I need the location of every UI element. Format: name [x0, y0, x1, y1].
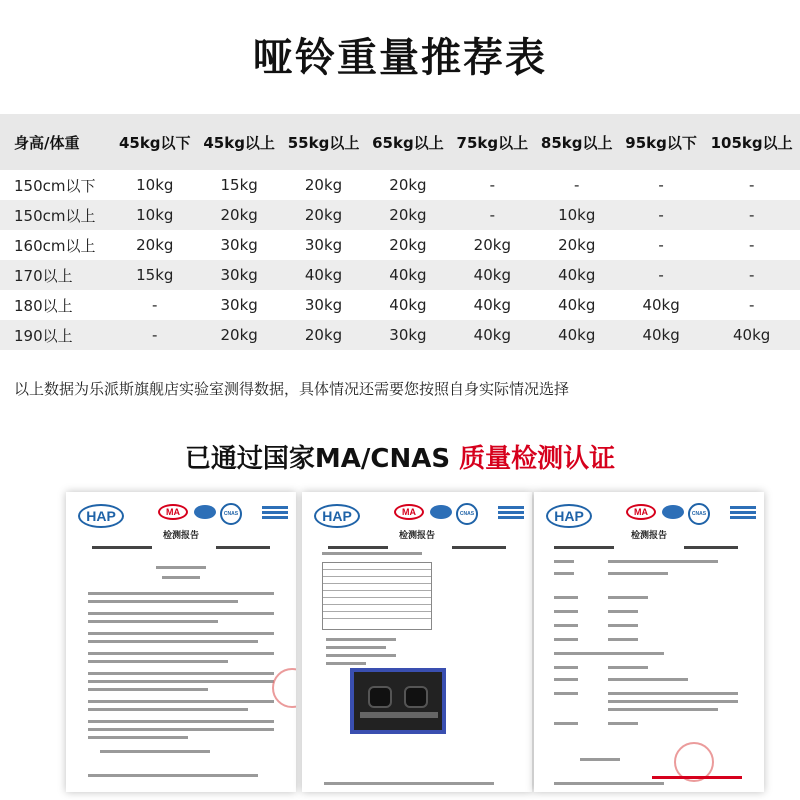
- test-report-document-results: [302, 492, 532, 792]
- table-cell: 15kg: [113, 260, 197, 290]
- table-cell: 20kg: [197, 200, 281, 230]
- header-cell: 75kg以上: [450, 114, 534, 170]
- header-cell: 85kg以上: [535, 114, 619, 170]
- table-cell: 40kg: [703, 320, 800, 350]
- table-header-row: [0, 114, 800, 170]
- header-cell: 身高/体重: [0, 114, 113, 170]
- weight-recommendation-table: [0, 114, 800, 350]
- table-cell: 30kg: [220, 296, 258, 314]
- certification-highlight: 质量检测认证: [459, 444, 616, 474]
- table-cell: 40kg: [558, 296, 596, 314]
- hap-logo: HAP: [546, 504, 592, 534]
- ilac-mra-logo: [662, 505, 684, 519]
- table-cell: 20kg: [304, 176, 343, 194]
- report-title: 检测报告: [630, 531, 667, 541]
- table-cell: -: [152, 296, 158, 314]
- table-row: [0, 230, 800, 260]
- table-cell: 15kg: [220, 176, 258, 194]
- certification-heading: [0, 438, 800, 475]
- lab-name-mark: [730, 504, 756, 521]
- page-title: 哑铃重量推荐表: [253, 35, 547, 81]
- signature: [580, 758, 620, 761]
- red-notice-line: [652, 776, 742, 779]
- table-cell: 30kg: [220, 236, 258, 254]
- table-cell: -: [748, 236, 755, 254]
- ilac-mra-logo: [194, 505, 216, 519]
- hap-logo: HAP: [78, 504, 124, 534]
- table-cell: 20kg: [281, 200, 365, 230]
- table-cell: 40kg: [450, 260, 534, 290]
- table-cell: -: [489, 176, 496, 194]
- cnas-logo: CNAS: [688, 503, 710, 525]
- table-cell: -: [703, 260, 800, 290]
- results-table: [322, 562, 432, 630]
- lab-name-mark: [262, 504, 288, 521]
- ma-logo: MA: [158, 504, 188, 520]
- table-cell: 10kg: [113, 200, 197, 230]
- header-cell: 105kg以上: [703, 114, 800, 170]
- ilac-mra-logo: [430, 505, 452, 519]
- header-cell: 95kg以下: [619, 114, 703, 170]
- row-height-label: 150cm以下: [14, 176, 96, 195]
- table-cell: 30kg: [366, 320, 450, 350]
- table-cell: -: [658, 236, 664, 254]
- report-title: 检测报告: [162, 531, 199, 541]
- table-cell: 40kg: [389, 296, 427, 314]
- table-cell: 20kg: [366, 200, 450, 230]
- table-cell: 20kg: [473, 236, 511, 254]
- header-cell: 55kg以上: [281, 114, 365, 170]
- product-photo: [350, 668, 446, 734]
- table-cell: 40kg: [619, 320, 703, 350]
- table-cell: 40kg: [366, 260, 450, 290]
- table-row: [0, 290, 800, 320]
- table-cell: 20kg: [389, 236, 427, 254]
- table-cell: 30kg: [197, 260, 281, 290]
- table-row: [0, 320, 800, 350]
- data-source-note: 以上数据为乐派斯旗舰店实验室测得数据，具体情况还需要您按照自身实际情况选择: [14, 380, 570, 398]
- table-cell: 40kg: [642, 296, 680, 314]
- table-cell: 20kg: [136, 236, 174, 254]
- table-cell: 40kg: [535, 320, 619, 350]
- table-row: [0, 260, 800, 290]
- hap-logo: HAP: [314, 504, 360, 534]
- table-row: [0, 170, 800, 200]
- table-cell: -: [113, 320, 197, 350]
- table-cell: 40kg: [281, 260, 365, 290]
- table-cell: -: [658, 176, 664, 194]
- table-cell: 40kg: [450, 320, 534, 350]
- table-cell: -: [619, 260, 703, 290]
- row-height-label: 150cm以上: [0, 200, 113, 230]
- header-cell: 45kg以上: [197, 114, 281, 170]
- lab-name-mark: [498, 504, 524, 521]
- cnas-logo: CNAS: [220, 503, 242, 525]
- ma-logo: MA: [394, 504, 424, 520]
- table-cell: -: [703, 200, 800, 230]
- test-report-document-summary: [534, 492, 764, 792]
- table-cell: 30kg: [304, 296, 343, 314]
- row-height-label: 170以上: [0, 260, 113, 290]
- row-height-label: 190以上: [0, 320, 113, 350]
- table-cell: 10kg: [136, 176, 174, 194]
- table-cell: -: [574, 176, 580, 194]
- official-seal: [272, 668, 296, 708]
- table-cell: -: [450, 200, 534, 230]
- report-title: 检测报告: [398, 531, 435, 541]
- header-cell: 45kg以下: [113, 114, 197, 170]
- table-cell: 20kg: [389, 176, 427, 194]
- table-cell: 20kg: [281, 320, 365, 350]
- row-height-label: 180以上: [14, 296, 73, 315]
- test-report-document-notice: [66, 492, 296, 792]
- table-cell: 10kg: [535, 200, 619, 230]
- table-cell: -: [748, 176, 755, 194]
- certification-prefix: 已通过国家MA/CNAS: [184, 444, 460, 474]
- table-cell: -: [619, 200, 703, 230]
- table-cell: 30kg: [304, 236, 343, 254]
- table-cell: 20kg: [197, 320, 281, 350]
- header-cell: 65kg以上: [366, 114, 450, 170]
- ma-logo: MA: [626, 504, 656, 520]
- row-height-label: 160cm以上: [14, 236, 96, 255]
- table-cell: -: [748, 296, 755, 314]
- table-cell: 40kg: [535, 260, 619, 290]
- table-cell: 20kg: [558, 236, 596, 254]
- table-cell: 40kg: [473, 296, 511, 314]
- cnas-logo: CNAS: [456, 503, 478, 525]
- table-row: [0, 200, 800, 230]
